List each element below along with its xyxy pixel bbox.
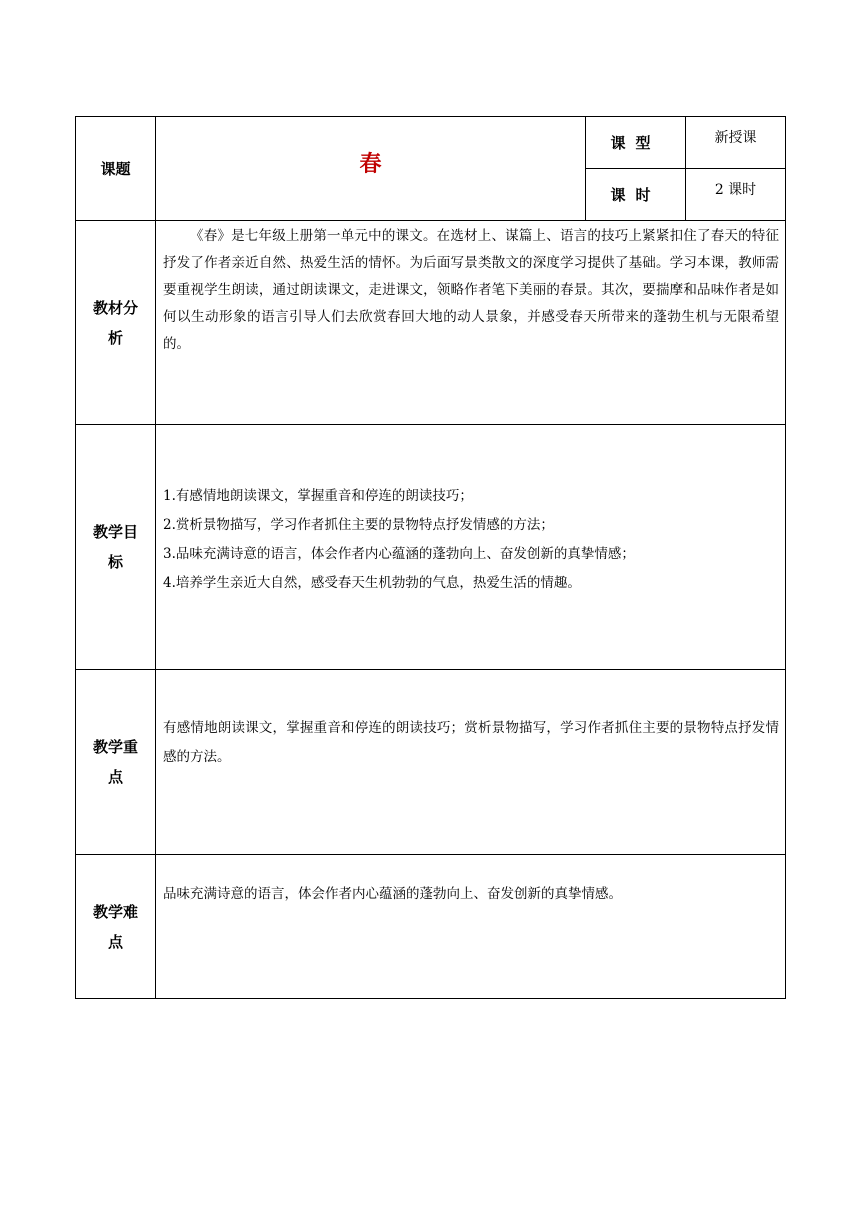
key-points-row [76,670,786,855]
material-analysis-text: 《春》是七年级上册第一单元中的课文。在选材上、谋篇上、语言的技巧上紧紧扣住了春天的特征抒发了作者亲近自然、热爱生活的情怀。为后面写景类散文的深度学习提供了基础。学习本课，教师需要重视学生朗读，通过朗读课文，走进课文，领略作者笔下美丽的春景。其次，要揣摩和品味作者是如何以生动形象的语言引导人们去欣赏春回大地的动人景象，并感受春天所带来的蓬勃生机与无限希望的。 [163,228,779,352]
difficulties-content [156,855,786,999]
key-points-text: 有感情地朗读课文，掌握重音和停连的朗读技巧；赏析景物描写，学习作者抓住主要的景物特点抒发情感的方法。 [163,720,779,765]
material-analysis-label: 教材分析 [92,298,138,347]
header-row-type [76,117,786,169]
topic-label-cell [76,117,156,221]
material-analysis-content [156,221,786,425]
lesson-type-value: 新授课 [686,117,786,169]
lesson-type-label: 课型 [586,117,686,169]
teaching-goals-content [156,425,786,670]
material-analysis-row [76,221,786,425]
key-points-label-cell [76,670,156,855]
key-points-label: 教学重点 [92,738,138,786]
teaching-goal-item: 4.培养学生亲近大自然，感受春天生机勃勃的气息，热爱生活的情趣。 [163,575,581,591]
lesson-plan-table [75,116,786,999]
class-hours-label: 课时 [586,169,686,221]
teaching-goal-item: 1.有感情地朗读课文，掌握重音和停连的朗读技巧； [163,488,473,504]
teaching-goal-item: 2.赏析景物描写，学习作者抓住主要的景物特点抒发情感的方法； [163,517,554,533]
difficulties-text: 品味充满诗意的语言，体会作者内心蕴涵的蓬勃向上、奋发创新的真挚情感。 [163,886,622,902]
difficulties-row [76,855,786,999]
lesson-title: 春 [359,152,382,177]
topic-title-cell [156,117,586,221]
difficulties-label: 教学难点 [92,902,138,951]
teaching-goals-label: 教学目标 [92,523,138,571]
teaching-goal-item: 3.品味充满诗意的语言，体会作者内心蕴涵的蓬勃向上、奋发创新的真挚情感； [163,546,635,562]
material-analysis-label-cell [76,221,156,425]
teaching-goals-label-cell [76,425,156,670]
key-points-content [156,670,786,855]
topic-label: 课题 [100,159,131,178]
teaching-goals-row [76,425,786,670]
difficulties-label-cell [76,855,156,999]
class-hours-value: 2 课时 [686,169,786,221]
